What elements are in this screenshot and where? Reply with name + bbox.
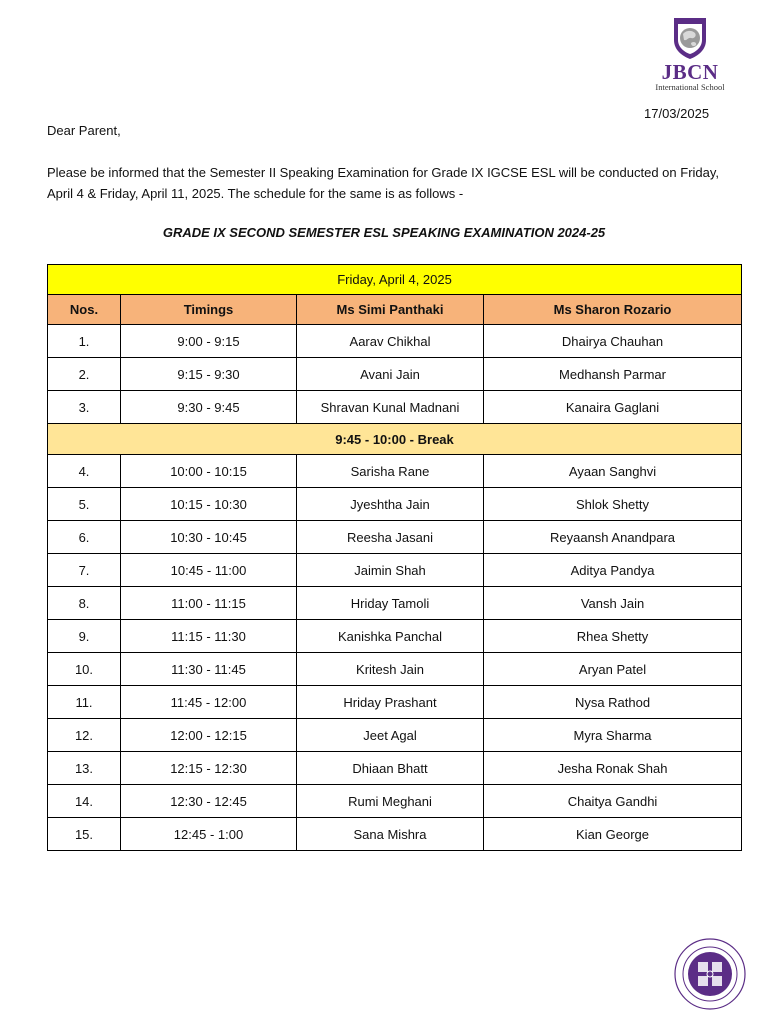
row-student-examiner-2: Dhairya Chauhan [484,325,742,358]
row-number: 9. [48,620,121,653]
row-timing: 11:15 - 11:30 [121,620,297,653]
row-student-examiner-1: Hriday Tamoli [297,587,484,620]
row-timing: 9:00 - 9:15 [121,325,297,358]
row-number: 13. [48,752,121,785]
row-timing: 11:00 - 11:15 [121,587,297,620]
row-student-examiner-2: Shlok Shetty [484,488,742,521]
row-student-examiner-1: Hriday Prashant [297,686,484,719]
row-student-examiner-2: Vansh Jain [484,587,742,620]
row-timing: 12:00 - 12:15 [121,719,297,752]
letter-date: 17/03/2025 [644,106,710,121]
logo-brand-text: JBCN [661,60,719,84]
table-row [48,620,742,653]
row-student-examiner-1: Jaimin Shah [297,554,484,587]
header-timings: Timings [121,295,297,325]
covid-safety-seal-icon [674,938,746,1010]
table-row [48,325,742,358]
row-timing: 12:45 - 1:00 [121,818,297,851]
row-student-examiner-1: Rumi Meghani [297,785,484,818]
table-row [48,818,742,851]
header-examiner-1: Ms Simi Panthaki [297,295,484,325]
row-number: 11. [48,686,121,719]
row-timing: 12:30 - 12:45 [121,785,297,818]
row-student-examiner-2: Kian George [484,818,742,851]
break-row [48,424,742,455]
row-student-examiner-2: Myra Sharma [484,719,742,752]
row-student-examiner-1: Kritesh Jain [297,653,484,686]
row-timing: 11:45 - 12:00 [121,686,297,719]
row-number: 14. [48,785,121,818]
row-student-examiner-1: Kanishka Panchal [297,620,484,653]
row-timing: 10:00 - 10:15 [121,455,297,488]
row-student-examiner-2: Nysa Rathod [484,686,742,719]
row-student-examiner-2: Reyaansh Anandpara [484,521,742,554]
table-row [48,719,742,752]
table-row [48,391,742,424]
header-row [48,295,742,325]
table-row [48,686,742,719]
row-timing: 10:45 - 11:00 [121,554,297,587]
table-row [48,653,742,686]
row-student-examiner-2: Aryan Patel [484,653,742,686]
row-student-examiner-1: Shravan Kunal Madnani [297,391,484,424]
row-timing: 10:30 - 10:45 [121,521,297,554]
header-nos: Nos. [48,295,121,325]
row-student-examiner-2: Rhea Shetty [484,620,742,653]
row-student-examiner-1: Dhiaan Bhatt [297,752,484,785]
crest-icon [670,16,710,60]
table-row [48,455,742,488]
salutation: Dear Parent, [47,123,121,138]
row-number: 15. [48,818,121,851]
row-timing: 11:30 - 11:45 [121,653,297,686]
row-student-examiner-1: Aarav Chikhal [297,325,484,358]
break-label: 9:45 - 10:00 - Break [48,424,742,455]
row-timing: 9:15 - 9:30 [121,358,297,391]
row-student-examiner-1: Avani Jain [297,358,484,391]
header-examiner-2: Ms Sharon Rozario [484,295,742,325]
row-number: 2. [48,358,121,391]
day-label: Friday, April 4, 2025 [48,265,742,295]
row-student-examiner-2: Ayaan Sanghvi [484,455,742,488]
logo-subtitle: International School [655,82,725,92]
row-number: 6. [48,521,121,554]
table-row [48,554,742,587]
row-number: 12. [48,719,121,752]
row-number: 4. [48,455,121,488]
schedule-table [47,264,742,851]
row-number: 5. [48,488,121,521]
table-row [48,587,742,620]
row-number: 7. [48,554,121,587]
row-number: 10. [48,653,121,686]
row-number: 3. [48,391,121,424]
row-student-examiner-2: Kanaira Gaglani [484,391,742,424]
table-row [48,785,742,818]
row-student-examiner-1: Sarisha Rane [297,455,484,488]
row-student-examiner-2: Aditya Pandya [484,554,742,587]
row-student-examiner-1: Jyeshtha Jain [297,488,484,521]
intro-paragraph: Please be informed that the Semester II Speaking Examination for Grade IX IGCSE ESL will be conducted on Friday, April 4 & Friday, April 11, 2025. The schedule for the same is as follows - [47,165,720,201]
row-student-examiner-1: Reesha Jasani [297,521,484,554]
table-row [48,752,742,785]
row-student-examiner-2: Jesha Ronak Shah [484,752,742,785]
row-student-examiner-2: Medhansh Parmar [484,358,742,391]
row-timing: 10:15 - 10:30 [121,488,297,521]
row-student-examiner-2: Chaitya Gandhi [484,785,742,818]
row-student-examiner-1: Jeet Agal [297,719,484,752]
day-row [48,265,742,295]
school-logo [650,16,730,98]
row-timing: 12:15 - 12:30 [121,752,297,785]
schedule-title: GRADE IX SECOND SEMESTER ESL SPEAKING EXAMINATION 2024-25 [162,225,606,240]
row-timing: 9:30 - 9:45 [121,391,297,424]
row-student-examiner-1: Sana Mishra [297,818,484,851]
row-number: 1. [48,325,121,358]
row-number: 8. [48,587,121,620]
table-row [48,358,742,391]
table-row [48,521,742,554]
table-row [48,488,742,521]
